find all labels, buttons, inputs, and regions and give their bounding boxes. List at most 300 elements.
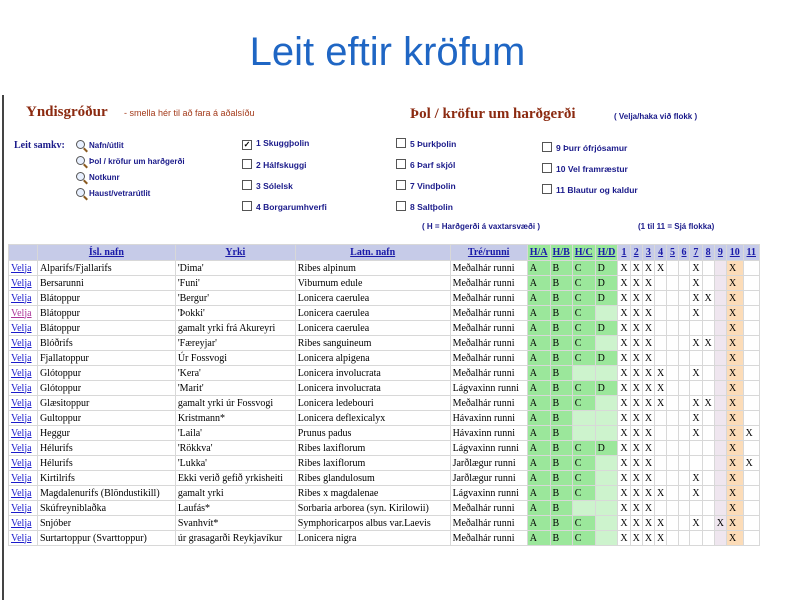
cell-latn-nafn: Lonicera nigra [295, 531, 450, 546]
cell-category: X [727, 531, 744, 546]
cell-yrki: Laufás* [175, 501, 295, 516]
cell-category: X [727, 351, 744, 366]
cell-category [702, 516, 714, 531]
col-11[interactable]: 11 [743, 245, 759, 261]
table-body [9, 261, 760, 546]
cell-category [655, 306, 667, 321]
cell-category: X [727, 471, 744, 486]
cell-category [743, 501, 759, 516]
magnifier-icon [76, 156, 85, 165]
cell-category [667, 396, 679, 411]
cell-hardiness [572, 426, 595, 441]
cell-hardiness: C [572, 396, 595, 411]
cell-hardiness: C [572, 306, 595, 321]
select-link[interactable]: Velja [9, 516, 38, 531]
cell-yrki: úr grasagarði Reykjavíkur [175, 531, 295, 546]
cell-yrki: Kristmann* [175, 411, 295, 426]
select-link[interactable]: Velja [9, 336, 38, 351]
cell-tre-runni: Meðalhár runni [450, 336, 527, 351]
cell-hardiness: C [572, 336, 595, 351]
cell-hardiness: D [595, 381, 618, 396]
cell-category: X [727, 441, 744, 456]
cell-category: X [642, 276, 654, 291]
cell-yrki: Ekki verið gefið yrkisheiti [175, 471, 295, 486]
cell-hardiness: B [550, 516, 572, 531]
col-hc[interactable]: H/C [572, 245, 595, 261]
cell-category [743, 261, 759, 276]
cell-category: X [727, 336, 744, 351]
cell-category [714, 441, 726, 456]
col-7[interactable]: 7 [690, 245, 702, 261]
col-select [9, 245, 38, 261]
cell-category [678, 501, 690, 516]
cell-tre-runni: Lágvaxinn runni [450, 486, 527, 501]
cell-isl-nafn: Gultoppur [37, 411, 175, 426]
cell-latn-nafn: Lonicera deflexicalyx [295, 411, 450, 426]
cell-category [714, 456, 726, 471]
cell-category: X [702, 336, 714, 351]
cell-category: X [690, 291, 702, 306]
cell-latn-nafn: Sorbaria arborea (syn. Kirilowii) [295, 501, 450, 516]
cell-category [667, 531, 679, 546]
cell-tre-runni: Meðalhár runni [450, 276, 527, 291]
cell-hardiness [595, 486, 618, 501]
cell-hardiness: B [550, 351, 572, 366]
cell-category [678, 306, 690, 321]
cell-category [702, 306, 714, 321]
cell-hardiness [595, 471, 618, 486]
cell-category [655, 426, 667, 441]
cell-category: X [642, 291, 654, 306]
category-5-checkbox[interactable]: 5 Þurkþolin [396, 138, 456, 149]
cell-hardiness: B [550, 486, 572, 501]
cell-category [714, 471, 726, 486]
cell-tre-runni: Meðalhár runni [450, 321, 527, 336]
col-yrki[interactable]: Yrki [175, 245, 295, 261]
col-hd[interactable]: H/D [595, 245, 618, 261]
cell-category [714, 381, 726, 396]
cell-hardiness: A [527, 321, 550, 336]
cell-hardiness [595, 306, 618, 321]
cell-hardiness: C [572, 471, 595, 486]
cell-category: X [630, 411, 642, 426]
cell-category [678, 276, 690, 291]
col-6[interactable]: 6 [678, 245, 690, 261]
col-2[interactable]: 2 [630, 245, 642, 261]
cell-category: X [630, 471, 642, 486]
select-link[interactable]: Velja [9, 321, 38, 336]
cell-hardiness: B [550, 336, 572, 351]
cell-isl-nafn: Fjallatoppur [37, 351, 175, 366]
checkbox-icon [542, 142, 552, 152]
cell-hardiness: C [572, 531, 595, 546]
cell-hardiness: C [572, 351, 595, 366]
category-2-checkbox[interactable]: 2 Hálfskuggi [242, 159, 307, 170]
cell-hardiness [572, 411, 595, 426]
cell-tre-runni: Jarðlægur runni [450, 471, 527, 486]
cell-hardiness [595, 531, 618, 546]
cell-category: X [642, 531, 654, 546]
cell-isl-nafn: Blátoppur [37, 306, 175, 321]
table-row [9, 471, 760, 486]
cell-category [678, 321, 690, 336]
cell-hardiness: A [527, 336, 550, 351]
cell-category: X [655, 261, 667, 276]
cell-latn-nafn: Ribes laxiflorum [295, 456, 450, 471]
cell-category [702, 501, 714, 516]
cell-category [743, 351, 759, 366]
results-table [8, 244, 760, 546]
cell-tre-runni: Meðalhár runni [450, 396, 527, 411]
checkbox-icon [542, 184, 552, 194]
search-mode-usage[interactable]: Notkunr [76, 172, 120, 182]
magnifier-icon [76, 172, 85, 181]
cell-yrki: gamalt yrki frá Akureyri [175, 321, 295, 336]
cell-hardiness: B [550, 471, 572, 486]
cell-category [702, 531, 714, 546]
cell-hardiness: D [595, 321, 618, 336]
cell-category [743, 336, 759, 351]
cell-hardiness [572, 366, 595, 381]
cell-isl-nafn: Hélurifs [37, 441, 175, 456]
cell-category: X [743, 426, 759, 441]
checkbox-icon [242, 201, 252, 211]
col-8[interactable]: 8 [702, 245, 714, 261]
cell-yrki: 'Færeyjar' [175, 336, 295, 351]
cell-category [702, 276, 714, 291]
cell-category [714, 531, 726, 546]
cell-category: X [690, 426, 702, 441]
cell-category: X [630, 291, 642, 306]
table-row [9, 441, 760, 456]
cell-yrki: 'Dima' [175, 261, 295, 276]
cell-hardiness: A [527, 291, 550, 306]
cell-category: X [642, 426, 654, 441]
col-isl-nafn[interactable]: Ísl. nafn [37, 245, 175, 261]
cell-category [743, 411, 759, 426]
select-link[interactable]: Velja [9, 306, 38, 321]
select-link[interactable]: Velja [9, 531, 38, 546]
table-row [9, 486, 760, 501]
cell-category: X [618, 441, 630, 456]
select-link[interactable]: Velja [9, 396, 38, 411]
cell-category [667, 516, 679, 531]
cell-hardiness: C [572, 321, 595, 336]
cell-isl-nafn: Glótoppur [37, 381, 175, 396]
category-1-checkbox[interactable]: ✓ 1 Skuggþolin [243, 138, 310, 149]
cell-category: X [642, 471, 654, 486]
cell-category: X [630, 531, 642, 546]
table-row [9, 261, 760, 276]
cell-category: X [655, 396, 667, 411]
cell-category: X [642, 381, 654, 396]
select-link[interactable]: Velja [9, 486, 38, 501]
cell-category [743, 531, 759, 546]
cell-category [678, 381, 690, 396]
cell-category: X [618, 426, 630, 441]
slide-divider [2, 95, 4, 600]
cell-hardiness: B [550, 276, 572, 291]
cell-category: X [642, 306, 654, 321]
cell-hardiness: A [527, 441, 550, 456]
cell-category: X [727, 291, 744, 306]
cell-category: X [642, 396, 654, 411]
col-ha[interactable]: H/A [527, 245, 550, 261]
hardiness-note: ( H = Harðgerði á vaxtarsvæði ) [422, 222, 541, 231]
cell-category [690, 441, 702, 456]
select-link[interactable]: Velja [9, 381, 38, 396]
select-link[interactable]: Velja [9, 471, 38, 486]
select-link[interactable]: Velja [9, 351, 38, 366]
cell-hardiness [595, 336, 618, 351]
col-1[interactable]: 1 [618, 245, 630, 261]
cell-latn-nafn: Ribes x magdalenae [295, 486, 450, 501]
cell-hardiness: B [550, 321, 572, 336]
cell-hardiness: A [527, 366, 550, 381]
cell-category: X [618, 381, 630, 396]
cell-hardiness: A [527, 486, 550, 501]
checkbox-icon [242, 159, 252, 169]
select-link[interactable]: Velja [9, 291, 38, 306]
cell-category [667, 486, 679, 501]
col-3[interactable]: 3 [642, 245, 654, 261]
cell-category [714, 336, 726, 351]
cell-hardiness: A [527, 516, 550, 531]
cell-category: X [690, 336, 702, 351]
cell-hardiness [595, 501, 618, 516]
category-range-note: (1 til 11 = Sjá flokka) [638, 222, 715, 231]
cell-category: X [727, 411, 744, 426]
cell-category: X [618, 366, 630, 381]
col-9[interactable]: 9 [714, 245, 726, 261]
cell-category: X [727, 516, 744, 531]
cell-hardiness: B [550, 441, 572, 456]
cell-hardiness [595, 366, 618, 381]
col-tre-runni[interactable]: Tré/runni [450, 245, 527, 261]
cell-category: X [690, 486, 702, 501]
cell-latn-nafn: Viburnum edule [295, 276, 450, 291]
cell-category [678, 396, 690, 411]
cell-category [655, 441, 667, 456]
site-brand[interactable]: Yndisgróður [26, 104, 108, 120]
cell-category: X [618, 486, 630, 501]
cell-hardiness: A [527, 351, 550, 366]
search-mode-name[interactable]: Nafn/útlit [76, 140, 124, 150]
cell-hardiness: A [527, 531, 550, 546]
category-7-checkbox[interactable]: 7 Vindþolin [396, 180, 456, 191]
cell-category: X [618, 306, 630, 321]
cell-category: X [642, 261, 654, 276]
cell-isl-nafn: Surtartoppur (Svarttoppur) [37, 531, 175, 546]
cell-category: X [618, 321, 630, 336]
cell-category: X [702, 396, 714, 411]
select-link[interactable]: Velja [9, 456, 38, 471]
cell-yrki: 'Lukka' [175, 456, 295, 471]
cell-category [714, 351, 726, 366]
select-link[interactable]: Velja [9, 261, 38, 276]
cell-category [667, 456, 679, 471]
category-10-checkbox[interactable]: 10 Vel framræstur [542, 163, 628, 174]
cell-isl-nafn: Skúfreyniblaðka [37, 501, 175, 516]
cell-category [667, 471, 679, 486]
cell-hardiness: C [572, 516, 595, 531]
cell-category [678, 261, 690, 276]
cell-tre-runni: Meðalhár runni [450, 366, 527, 381]
category-8-checkbox[interactable]: 8 Saltþolin [396, 201, 453, 212]
cell-tre-runni: Lágvaxinn runni [450, 381, 527, 396]
select-link[interactable]: Velja [9, 276, 38, 291]
cell-category [690, 456, 702, 471]
select-link[interactable]: Velja [9, 411, 38, 426]
col-10[interactable]: 10 [727, 245, 744, 261]
table-row [9, 531, 760, 546]
cell-category: X [642, 456, 654, 471]
cell-category: X [618, 396, 630, 411]
cell-category [714, 321, 726, 336]
col-hb[interactable]: H/B [550, 245, 572, 261]
cell-category [678, 441, 690, 456]
cell-category [678, 411, 690, 426]
cell-tre-runni: Lágvaxinn runni [450, 441, 527, 456]
cell-category: X [630, 336, 642, 351]
cell-category [743, 486, 759, 501]
cell-hardiness: B [550, 366, 572, 381]
cell-category: X [690, 516, 702, 531]
cell-category: X [630, 486, 642, 501]
table-row [9, 426, 760, 441]
cell-category [667, 261, 679, 276]
cell-category [678, 351, 690, 366]
cell-latn-nafn: Symphoricarpos albus var.Laevis [295, 516, 450, 531]
table-row [9, 291, 760, 306]
cell-category: X [618, 501, 630, 516]
cell-category: X [690, 396, 702, 411]
cell-latn-nafn: Lonicera caerulea [295, 321, 450, 336]
category-11-checkbox[interactable]: 11 Blautur og kaldur [542, 184, 638, 195]
cell-category [690, 501, 702, 516]
cell-isl-nafn: Heggur [37, 426, 175, 441]
cell-category [655, 501, 667, 516]
table-row [9, 306, 760, 321]
cell-hardiness: D [595, 276, 618, 291]
table-row [9, 336, 760, 351]
cell-tre-runni: Meðalhár runni [450, 516, 527, 531]
cell-category: X [690, 411, 702, 426]
cell-category: X [630, 351, 642, 366]
cell-category: X [630, 306, 642, 321]
cell-category [655, 336, 667, 351]
cell-hardiness: B [550, 291, 572, 306]
cell-hardiness: A [527, 411, 550, 426]
cell-category [678, 456, 690, 471]
cell-category: X [630, 366, 642, 381]
cell-tre-runni: Meðalhár runni [450, 501, 527, 516]
cell-category [702, 411, 714, 426]
cell-hardiness [595, 426, 618, 441]
home-link[interactable]: - smella hér til að fara á aðalsíðu [124, 108, 255, 118]
col-5[interactable]: 5 [667, 245, 679, 261]
cell-category: X [655, 486, 667, 501]
cell-category: X [618, 411, 630, 426]
cell-hardiness [595, 411, 618, 426]
cell-hardiness: A [527, 381, 550, 396]
cell-category: X [642, 501, 654, 516]
cell-category: X [618, 456, 630, 471]
checkbox-icon [396, 201, 406, 211]
cell-yrki: 'Þokki' [175, 306, 295, 321]
cell-yrki: 'Bergur' [175, 291, 295, 306]
checkbox-icon: ✓ [243, 140, 251, 149]
search-mode-tolerance[interactable]: Þol / kröfur um harðgerði [76, 156, 185, 166]
cell-category: X [630, 396, 642, 411]
cell-isl-nafn: Blátoppur [37, 321, 175, 336]
cell-category [743, 306, 759, 321]
cell-category [743, 381, 759, 396]
checkbox-icon [396, 138, 406, 148]
cell-category [667, 351, 679, 366]
cell-category [667, 381, 679, 396]
cell-latn-nafn: Lonicera involucrata [295, 366, 450, 381]
cell-category [655, 471, 667, 486]
cell-category [678, 531, 690, 546]
checkbox-icon [242, 180, 252, 190]
cell-isl-nafn: Glótoppur [37, 366, 175, 381]
cell-latn-nafn: Ribes alpinum [295, 261, 450, 276]
cell-category [702, 381, 714, 396]
category-6-checkbox[interactable]: 6 Þarf skjól [396, 159, 455, 170]
cell-category [667, 276, 679, 291]
cell-category: X [655, 366, 667, 381]
category-3-checkbox[interactable]: 3 Sólelsk [242, 180, 293, 191]
cell-category [714, 396, 726, 411]
select-link[interactable]: Velja [9, 501, 38, 516]
cell-hardiness: D [595, 291, 618, 306]
cell-yrki: 'Kera' [175, 366, 295, 381]
category-9-checkbox[interactable]: 9 Þurr ófrjósamur [542, 142, 627, 153]
cell-category [678, 486, 690, 501]
cell-category [743, 291, 759, 306]
cell-hardiness: B [550, 501, 572, 516]
table-row [9, 456, 760, 471]
cell-category: X [618, 291, 630, 306]
cell-latn-nafn: Lonicera involucrata [295, 381, 450, 396]
search-mode-autumn[interactable]: Haust/vetrarútlit [76, 188, 150, 198]
cell-category: X [618, 351, 630, 366]
cell-latn-nafn: Ribes laxiflorum [295, 441, 450, 456]
cell-latn-nafn: Ribes sanguineum [295, 336, 450, 351]
cell-category [743, 396, 759, 411]
cell-category: X [642, 411, 654, 426]
select-link[interactable]: Velja [9, 366, 38, 381]
cell-isl-nafn: Hélurifs [37, 456, 175, 471]
cell-latn-nafn: Lonicera ledebouri [295, 396, 450, 411]
cell-category [655, 321, 667, 336]
cell-category [667, 426, 679, 441]
table-row [9, 351, 760, 366]
select-link[interactable]: Velja [9, 426, 38, 441]
cell-tre-runni: Meðalhár runni [450, 351, 527, 366]
cell-hardiness: A [527, 261, 550, 276]
col-4[interactable]: 4 [655, 245, 667, 261]
cell-category [678, 516, 690, 531]
cell-category [690, 381, 702, 396]
cell-category [655, 291, 667, 306]
cell-tre-runni: Meðalhár runni [450, 531, 527, 546]
cell-yrki: Svanhvít* [175, 516, 295, 531]
select-link[interactable]: Velja [9, 441, 38, 456]
col-latn-nafn[interactable]: Latn. nafn [295, 245, 450, 261]
category-4-checkbox[interactable]: 4 Borgarumhverfi [242, 201, 327, 212]
